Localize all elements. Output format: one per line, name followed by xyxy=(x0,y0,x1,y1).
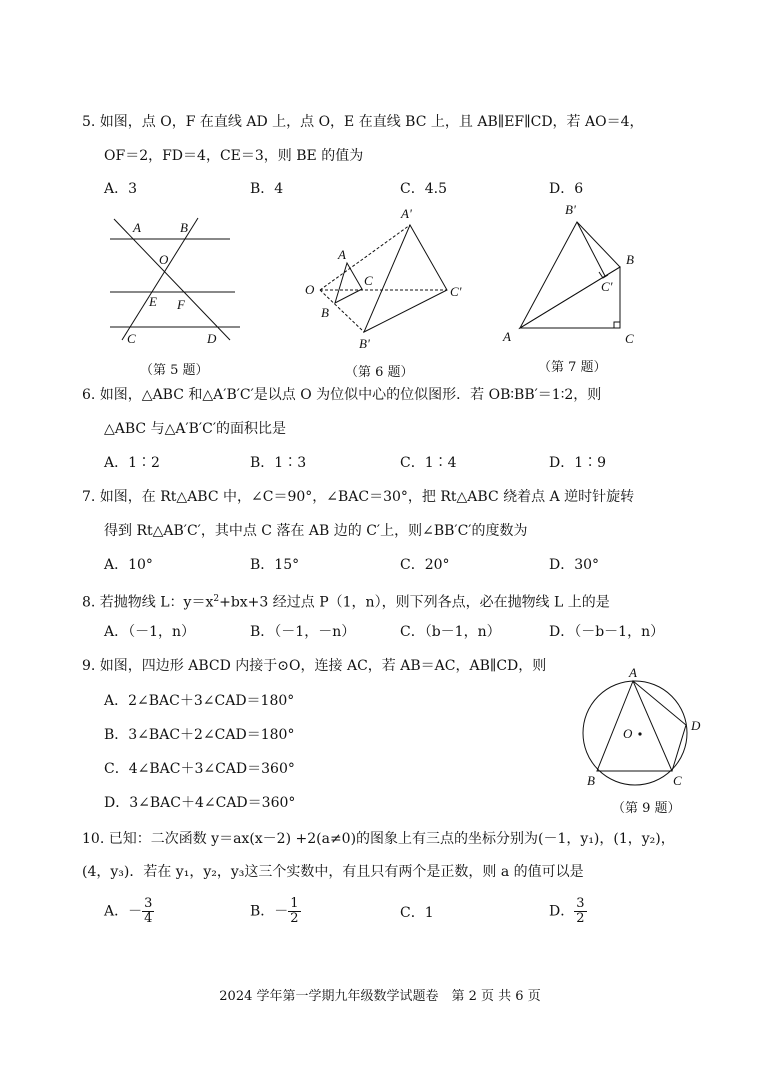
q10-option-a xyxy=(104,897,154,926)
q6-option-d: D．1∶9 xyxy=(549,455,607,471)
fig6-label-b: B xyxy=(321,305,329,320)
fig7-caption: （第 7 题） xyxy=(538,360,607,375)
q6-option-c: C．1∶4 xyxy=(400,455,457,471)
q10-option-b-num: 1 xyxy=(290,896,299,911)
q8-option-b: B．（－1，－n） xyxy=(250,624,356,640)
fig9-label-o: O xyxy=(623,726,633,741)
fig9-label-c: C xyxy=(673,773,682,788)
fig5-label-e: E xyxy=(149,294,157,309)
q6-stem-line1: 6. 如图，△ABC 和△A′B′C′是以点 O 为位似中心的位似图形．若 OB∶BB′＝1∶2，则 xyxy=(82,387,602,403)
fig6-label-o: O xyxy=(305,282,315,297)
q10-option-b-fraction xyxy=(288,897,300,926)
q10-option-d xyxy=(549,897,587,926)
fig5-label-f: F xyxy=(177,297,185,312)
q10-stem-line1: 10. 已知：二次函数 y＝ax(x－2) +2(a≠0)的图象上有三点的坐标分别为(－1，y₁)，(1，y₂)， xyxy=(82,831,675,847)
q9-option-c: C．4∠BAC＋3∠CAD＝360° xyxy=(104,761,295,777)
q10-option-b-den: 2 xyxy=(290,911,299,926)
fig9-label-a: A xyxy=(629,665,637,680)
fig5-caption: （第 5 题） xyxy=(140,363,209,378)
q10-option-d-num: 3 xyxy=(576,896,585,911)
q10-option-b xyxy=(250,897,301,926)
q6-option-a: A．1∶2 xyxy=(104,455,160,471)
q6-option-b: B．1∶3 xyxy=(250,455,307,471)
q5-option-d: D．6 xyxy=(549,181,584,197)
q10-option-a-num: 3 xyxy=(144,896,153,911)
fig5-label-d: D xyxy=(207,331,217,346)
q8-option-c: C．（b－1，n） xyxy=(400,624,501,640)
q9-stem: 9. 如图，四边形 ABCD 内接于⊙O，连接 AC，若 AB＝AC，AB∥CD，则 xyxy=(82,658,547,674)
q10-option-d-prefix: D． xyxy=(549,903,575,920)
q10-option-a-den: 4 xyxy=(144,911,153,926)
q7-stem-line2: 得到 Rt△AB′C′，其中点 C 落在 AB 边的 C′上，则∠BB′C′的度数为 xyxy=(104,523,528,539)
fig5-label-c: C xyxy=(127,331,136,346)
q7-stem-line1: 7. 如图，在 Rt△ABC 中，∠C＝90°，∠BAC＝30°，把 Rt△ABC 绕着点 A 逆时针旋转 xyxy=(82,489,635,505)
q8-option-d: D．（－b－1，n） xyxy=(549,624,665,640)
q9-option-a: A．2∠BAC＋3∠CAD＝180° xyxy=(104,693,295,709)
fig6-label-a: A xyxy=(338,247,346,262)
q10-option-d-fraction xyxy=(574,897,586,926)
q8-stem-post: +bx+3 经过点 P（1，n），则下列各点，必在抛物线 L 上的是 xyxy=(219,594,610,611)
figure-5 xyxy=(100,210,250,350)
q10-option-a-prefix: A．－ xyxy=(104,903,143,920)
q6-stem-line2: △ABC 与△A′B′C′的面积比是 xyxy=(104,421,286,437)
fig6-label-c-prime: C' xyxy=(450,284,462,299)
fig7-label-a: A xyxy=(503,329,511,344)
q7-option-d: D．30° xyxy=(549,557,600,573)
fig6-label-a-prime: A' xyxy=(401,206,412,221)
fig7-label-b: B xyxy=(626,252,634,267)
q10-option-d-den: 2 xyxy=(576,911,585,926)
fig5-label-a: A xyxy=(133,220,141,235)
q10-option-c: C．1 xyxy=(400,905,434,921)
q5-option-a: A．3 xyxy=(104,181,138,197)
figure-6 xyxy=(300,203,475,353)
q8-stem-sup: 2 xyxy=(213,594,220,604)
fig6-label-b-prime: B' xyxy=(359,336,370,351)
q7-option-b: B．15° xyxy=(250,557,300,573)
q10-option-a-fraction xyxy=(142,897,154,926)
q5-option-c: C．4.5 xyxy=(400,181,447,197)
q10-stem-line2: (4，y₃)．若在 y₁，y₂，y₃这三个实数中，有且只有两个是正数，则 a 的值可以是 xyxy=(82,864,584,880)
fig6-caption: （第 6 题） xyxy=(345,365,414,380)
q8-stem xyxy=(82,589,610,613)
q5-option-b: B．4 xyxy=(250,181,284,197)
q10-option-b-prefix: B．－ xyxy=(250,903,289,920)
fig6-label-c: C xyxy=(364,273,373,288)
fig9-label-d: D xyxy=(691,718,701,733)
fig5-label-b: B xyxy=(180,220,188,235)
q9-option-b: B．3∠BAC＋2∠CAD＝180° xyxy=(104,727,295,743)
q9-option-d: D．3∠BAC＋4∠CAD＝360° xyxy=(104,795,296,811)
fig7-label-c: C xyxy=(625,331,634,346)
fig9-caption: （第 9 题） xyxy=(612,801,681,816)
figure-7 xyxy=(495,198,645,348)
fig7-label-c-prime: C' xyxy=(601,279,613,294)
q7-option-a: A．10° xyxy=(104,557,153,573)
q5-stem-line1: 5. 如图，点 O，F 在直线 AD 上，点 O，E 在直线 BC 上，且 AB∥EF∥CD，若 AO＝4， xyxy=(82,114,644,130)
figure-9 xyxy=(575,663,715,793)
q8-option-a: A．（－1，n） xyxy=(104,624,196,640)
fig5-label-o: O xyxy=(159,252,169,267)
fig9-label-b: B xyxy=(587,773,595,788)
page-footer: 2024 学年第一学期九年级数学试题卷 第 2 页 共 6 页 xyxy=(219,989,541,1004)
q5-stem-line2: OF＝2，FD＝4，CE＝3，则 BE 的值为 xyxy=(104,148,364,164)
q8-stem-pre: 8. 若抛物线 L：y＝x xyxy=(82,594,214,611)
q7-option-c: C．20° xyxy=(400,557,450,573)
fig7-label-b-prime: B' xyxy=(565,202,576,217)
